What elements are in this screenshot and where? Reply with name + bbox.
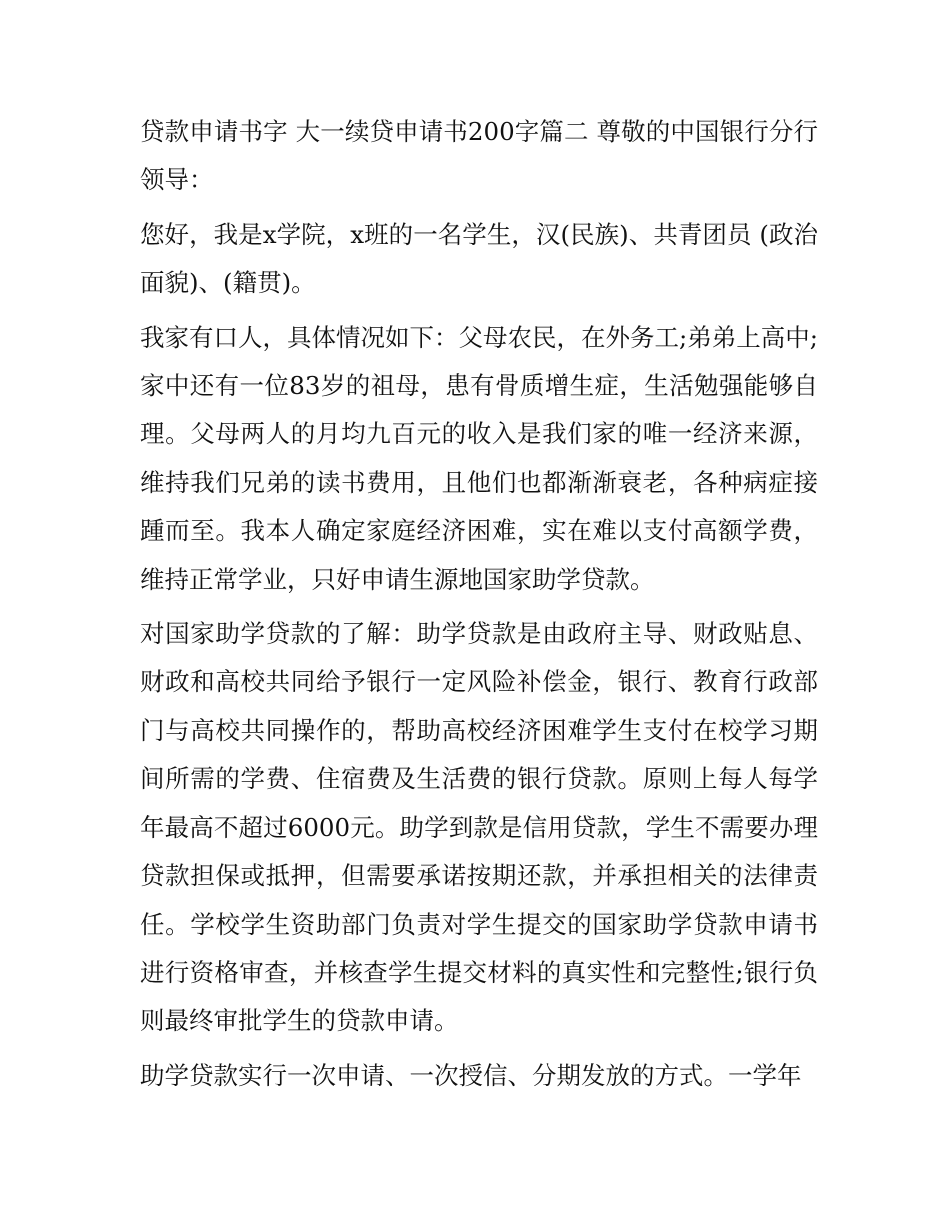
paragraph-salutation: 贷款申请书字 大一续贷申请书200字篇二 尊敬的中国银行分行领导： <box>140 117 818 195</box>
document-body <box>140 108 818 1106</box>
paragraph-loan-understanding: 对国家助学贷款的了解：助学贷款是由政府主导、财政贴息、财政和高校共同给予银行一定风险补偿金，银行、教育行政部门与高校共同操作的，帮助高校经济困难学生支付在校学习期间所需的学费、住宿费及生活费的银行贷款。原则上每人每学年最高不超过6000元。助学到款是信用贷款，学生不需要办理贷款担保或抵押，但需要承诺按期还款，并承担相关的法律责任。学校学生资助部门负责对学生提交的国家助学贷款申请书进行资格审查，并核查学生提交材料的真实性和完整性;银行负则最终审批学生的贷款申请。 <box>140 619 818 1036</box>
paragraph-loan-method: 助学贷款实行一次申请、一次授信、分期发放的方式。一学年 <box>140 1060 802 1090</box>
paragraph-family-situation: 我家有口人，具体情况如下：父母农民，在外务工;弟弟上高中;家中还有一位83岁的祖母，患有骨质增生症，生活勉强能够自理。父母两人的月均九百元的收入是我们家的唯一经济来源，维持我们兄弟的读书费用，且他们也都渐渐衰老，各种病症接踵而至。我本人确定家庭经济困难，实在难以支付高额学费，维持正常学业，只好申请生源地国家助学贷款。 <box>140 322 819 594</box>
paragraph-introduction: 您好，我是x学院，x班的一名学生，汉(民族)、共青团员 (政治面貌)、(籍贯)。 <box>140 219 818 298</box>
